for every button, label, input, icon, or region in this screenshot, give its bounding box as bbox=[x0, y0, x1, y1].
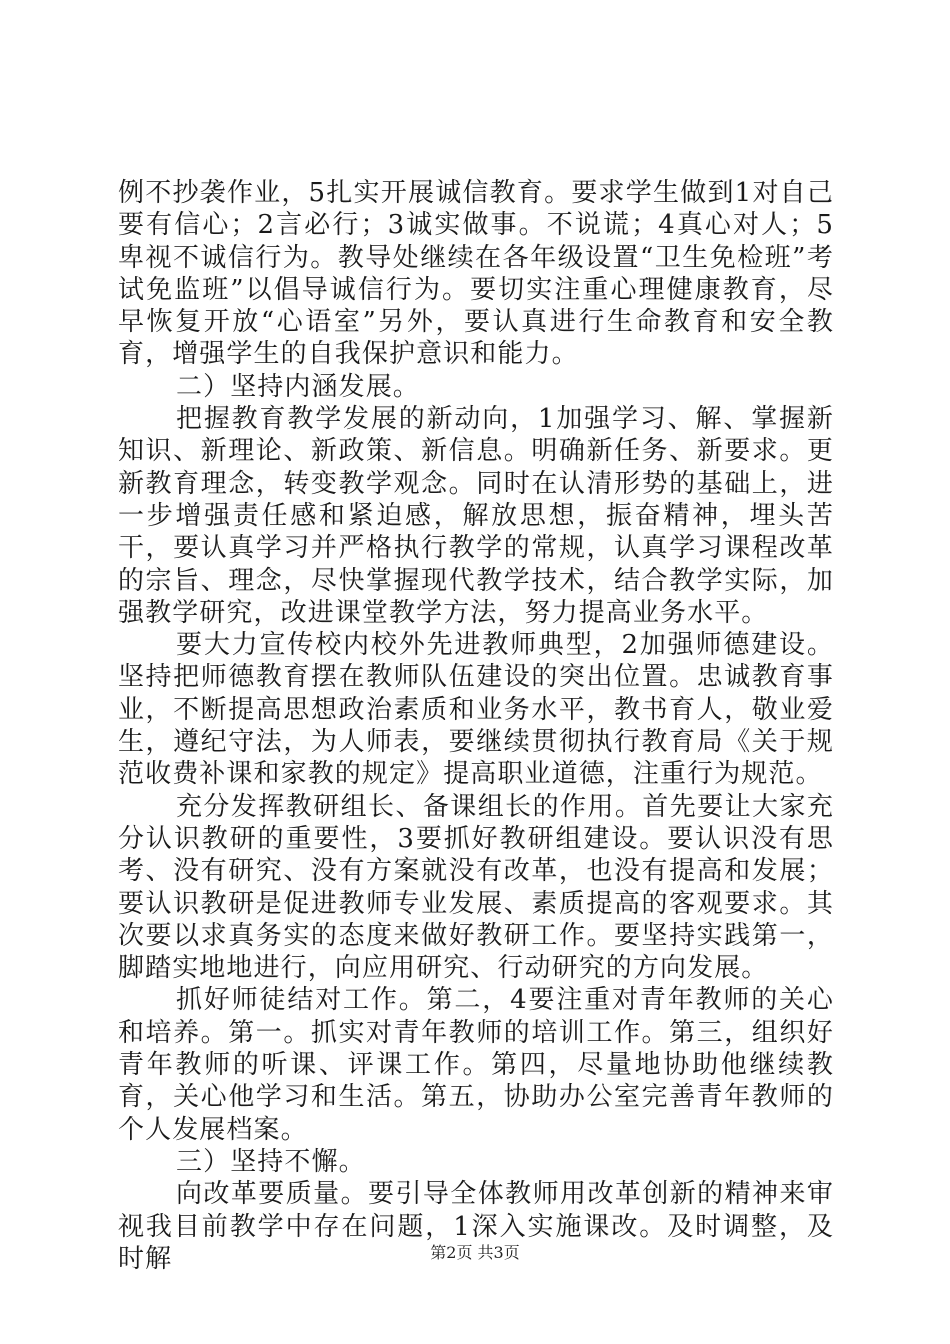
page-number-footer: 第2页 共3页 bbox=[430, 1243, 520, 1262]
paragraph-continuation: 例不抄袭作业，5扎实开展诚信教育。要求学生做到1对自己要有信心；2言必行；3诚实做事。不说谎；4真心对人；5卑视不诚信行为。教导处继续在各年级设置“卫生免检班”考试免监班”以倡导诚信行为。要切实注重心理健康教育，尽早恢复开放“心语室”另外，要认真进行生命教育和安全教育，增强学生的自我保护意识和能力。 bbox=[118, 178, 834, 370]
document-body bbox=[118, 177, 834, 1275]
paragraph-teaching-research: 充分发挥教研组长、备课组长的作用。首先要让大家充分认识教研的重要性，3要抓好教研组建设。要认识没有思考、没有研究、没有方案就没有改革，也没有提高和发展；要认识教研是促进教师专业发展、素质提高的客观要求。其次要以求真务实的态度来做好教研工作。要坚持实践第一，脚踏实地地进行，向应用研究、行动研究的方向发展。 bbox=[118, 791, 834, 984]
paragraph-teaching-trends: 把握教育教学发展的新动向，1加强学习、解、掌握新知识、新理论、新政策、新信息。明确新任务、新要求。更新教育理念，转变教学观念。同时在认清形势的基础上，进一步增强责任感和紧迫感，解放思想，振奋精神，埋头苦干，要认真学习并严格执行教学的常规，认真学习课程改革的宗旨、理念，尽快掌握现代教学技术，结合教学实际，加强教学研究，改进课堂教学方法，努力提高业务水平。 bbox=[118, 404, 834, 628]
paragraph-mentoring: 抓好师徒结对工作。第二，4要注重对青年教师的关心和培养。第一。抓实对青年教师的培训工作。第三，组织好青年教师的听课、评课工作。第四，尽量地协助他继续教育，关心他学习和生活。第五，协助办公室完善青年教师的个人发展档案。 bbox=[118, 985, 834, 1145]
section-heading-connotation-development: 二）坚持内涵发展。 bbox=[176, 371, 420, 402]
section-heading-perseverance: 三）坚持不懈。 bbox=[176, 1146, 366, 1177]
paragraph-teacher-ethics: 要大力宣传校内校外先进教师典型，2加强师德建设。坚持把师德教育摆在教师队伍建设的突出位置。忠诚教育事业，不断提高思想政治素质和业务水平，教书育人，敬业爱生，遵纪守法，为人师表，要继续贯彻执行教育局《关于规范收费补课和家教的规定》提高职业道德，注重行为规范。 bbox=[118, 630, 834, 790]
paragraph-reform-quality: 向改革要质量。要引导全体教师用改革创新的精神来审视我目前教学中存在问题，1深入实施课改。及时调整，及时解 bbox=[118, 1179, 834, 1274]
